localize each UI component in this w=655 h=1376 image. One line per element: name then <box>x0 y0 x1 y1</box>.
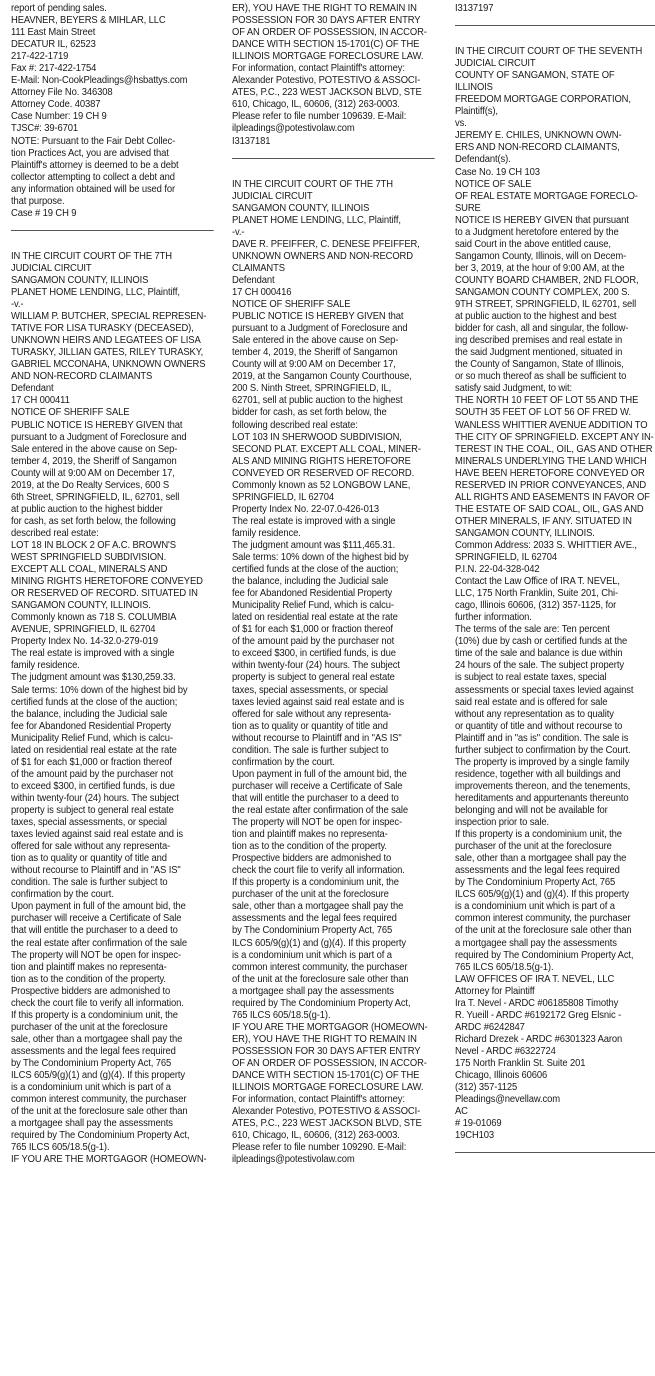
notice-line: 62701, sell at public auction to the highest <box>232 395 403 407</box>
notice-line: any information obtained will be used for <box>11 183 175 195</box>
notice-line: NOTICE OF SALE <box>455 178 532 190</box>
notice-line: said real estate and is offered for sale <box>455 696 608 708</box>
notice-line: COUNTY BOARD CHAMBER, 2ND FLOOR, <box>455 274 639 286</box>
notice-line: If this property is a condominium unit, the <box>11 1009 178 1021</box>
notice-line: If this property is a condominium unit, the <box>455 829 622 841</box>
notice-line: ATES, P.C., 223 WEST JACKSON BLVD, STE <box>232 1118 422 1130</box>
notice-line: 2019, at the Sangamon County Courthouse, <box>232 371 412 383</box>
notice-line: Sale entered in the above cause on Sep- <box>232 335 399 347</box>
notice-line: ERS AND NON-RECORD CLAIMANTS, <box>455 142 620 154</box>
notice-line: ILLINOIS <box>455 82 493 94</box>
notice-line: that purpose. <box>11 195 65 207</box>
notice-line: pursuant to a Judgment of Foreclosure and <box>11 431 187 443</box>
notice-line: SOUTH 35 FEET OF LOT 56 OF FRED W. <box>455 407 631 419</box>
notice-line: THE ESTATE OF SAID COAL, OIL, GAS AND <box>455 503 644 515</box>
column-1 <box>11 3 214 1166</box>
notice-line: offered for sale without any representa- <box>232 708 392 720</box>
notice-line: certified funds at the close of the auction; <box>11 696 178 708</box>
notice-line: tember 4, 2019, the Sheriff of Sangamon <box>11 455 177 467</box>
notice-line: EXCEPT ALL COAL, MINERALS AND <box>11 564 168 576</box>
notice-line: (312) 357-1125 <box>455 1082 518 1094</box>
notice-line: Defendant <box>11 383 54 395</box>
notice-line: that will entitle the purchaser to a deed to <box>11 925 178 937</box>
notice-line: NOTICE IS HEREBY GIVEN that pursuant <box>455 214 629 226</box>
notice-line: HEAVNER, BEYERS & MIHLAR, LLC <box>11 15 166 27</box>
notice-line: PLANET HOME LENDING, LLC, Plaintiff, <box>11 286 180 298</box>
notice-line: Please refer to file number 109290. E-Mail: <box>232 1142 407 1154</box>
notice-line: to exceed $300, in certified funds, is due <box>11 780 175 792</box>
notice-line: PLANET HOME LENDING, LLC, Plaintiff, <box>232 214 401 226</box>
notice-line: Ira T. Nevel - ARDC #06185808 Timothy <box>455 997 619 1009</box>
notice-line: DANCE WITH SECTION 15-1701(C) OF THE <box>232 39 420 51</box>
notice-line: IN THE CIRCUIT COURT OF THE 7TH <box>11 250 173 262</box>
notice-line: Property Index No. 14-32.0-279-019 <box>11 636 158 648</box>
notice-line: OR RESERVED OF RECORD. SITUATED IN <box>11 588 198 600</box>
notice-line: sale, other than a mortgagee shall pay the <box>11 1033 183 1045</box>
notice-line: tion Practices Act, you are advised that <box>11 147 169 159</box>
notice-line: ILCS 605/9(g)(1) and (g)(4). If this property <box>455 889 629 901</box>
notice-line: common interest community, the purchaser <box>455 913 631 925</box>
notice-line: that will entitle the purchaser to a deed to <box>232 792 399 804</box>
notice-line: TEREST IN THE COAL, OIL, GAS AND OTHER <box>455 443 653 455</box>
notice-line: Alexander Potestivo, POTESTIVO & ASSOCI- <box>232 1106 421 1118</box>
notice-line: ILLINOIS MORTGAGE FORECLOSURE LAW. <box>232 1082 424 1094</box>
notice-line: improvements thereon, and the tenements, <box>455 780 631 792</box>
notice-line: cago, Illinois 60606, (312) 357-1125, for <box>455 600 617 612</box>
notice-line: R. Yueill - ARDC #6192172 Greg Elsnic - <box>455 1009 622 1021</box>
notice-line: WEST SPRINGFIELD SUBDIVISION. <box>11 552 167 564</box>
notice-line: JEREMY E. CHILES, UNKNOWN OWN- <box>455 130 622 142</box>
notice-line: AC <box>455 1106 468 1118</box>
notice-line: taxes levied against said real estate and is <box>232 696 405 708</box>
notice-line: SANGAMON COUNTY COMPLEX, 200 S. <box>455 286 630 298</box>
notice-line: common interest community, the purchaser <box>232 961 408 973</box>
notice-line: of the unit at the foreclosure sale other than <box>455 925 632 937</box>
notice-line: Sangamon County, Illinois, will on Decem- <box>455 250 627 262</box>
notice-line: JUDICIAL CIRCUIT <box>11 262 92 274</box>
notice-line: tember 4, 2019, the Sheriff of Sangamon <box>232 347 398 359</box>
notice-line: DAVE R. PFEIFFER, C. DENESE PFEIFFER, <box>232 238 420 250</box>
notice-line: for cash, as set forth below, the following <box>11 515 176 527</box>
notice-line: The real estate is improved with a single <box>232 515 396 527</box>
legal-notice <box>11 3 214 220</box>
notice-line: common interest community, the purchaser <box>11 1094 187 1106</box>
notice-line: P.I.N. 22-04-328-042 <box>455 564 540 576</box>
notice-line: condition. The sale is further subject to <box>11 877 168 889</box>
notice-divider <box>232 158 435 159</box>
notice-line: assessments and the legal fees required <box>455 865 620 877</box>
notice-line: IN THE CIRCUIT COURT OF THE 7TH <box>232 178 394 190</box>
notice-line: to exceed $300, in certified funds, is due <box>232 648 396 660</box>
notice-line: DANCE WITH SECTION 15-1701(C) OF THE <box>232 1070 420 1082</box>
notice-line: within twenty-four (24) hours. The subject <box>232 660 400 672</box>
notice-line: NOTE: Pursuant to the Fair Debt Collec- <box>11 135 176 147</box>
notice-line: of the unit at the foreclosure sale other than <box>11 1106 188 1118</box>
notice-line: a mortgagee shall pay the assessments <box>232 985 394 997</box>
notice-line: a mortgagee shall pay the assessments <box>11 1118 173 1130</box>
notice-line: required by The Condominium Property Act, <box>232 997 411 1009</box>
notice-line: 111 East Main Street <box>11 27 96 39</box>
notice-line: NOTICE OF SHERIFF SALE <box>232 299 351 311</box>
notice-line: bidder for cash, as set forth below, the <box>232 407 387 419</box>
notice-line: ber 3, 2019, at the hour of 9:00 AM, at the <box>455 262 625 274</box>
notice-line: at public auction to the highest and best <box>455 311 617 323</box>
notice-line: 765 ILCS 605/18.5(g-1). <box>232 1009 331 1021</box>
notice-line: tion and plaintiff makes no representa- <box>11 961 167 973</box>
notice-line: THE CITY OF SPRINGFIELD. EXCEPT ANY IN- <box>455 431 654 443</box>
notice-line: report of pending sales. <box>11 3 107 14</box>
notice-line: Commonly known as 718 S. COLUMBIA <box>11 612 177 624</box>
notice-line: LLC, 175 North Franklin, Suite 201, Chi- <box>455 588 619 600</box>
notice-line: OF AN ORDER OF POSSESSION, IN ACCOR- <box>232 1057 427 1069</box>
notice-line: Plaintiff's attorney is deemed to be a debt <box>11 159 179 171</box>
notice-line: Attorney Code. 40387 <box>11 99 101 111</box>
notice-line: at public auction to the highest bidder <box>11 503 163 515</box>
notice-line: PUBLIC NOTICE IS HEREBY GIVEN that <box>232 311 404 323</box>
notice-line: is a condominium unit which is part of a <box>11 1082 171 1094</box>
notice-line: assessments and the legal fees required <box>11 1045 176 1057</box>
notice-line: MINING RIGHTS HERETOFORE CONVEYED <box>11 576 203 588</box>
notice-line: Sale terms: 10% down of the highest bid by <box>11 684 188 696</box>
notice-line: CONVEYED OR RESERVED OF RECORD. <box>232 467 415 479</box>
notice-line: LAW OFFICES OF IRA T. NEVEL, LLC <box>455 973 615 985</box>
notice-line: 610, Chicago, IL, 60606, (312) 263-0003. <box>232 99 400 111</box>
notice-line: ILCS 605/9(g)(1) and (g)(4). If this property <box>11 1070 185 1082</box>
notice-line: -v.- <box>232 226 245 238</box>
notice-line: TURASKY, JILLIAN GATES, RILEY TURASKY, <box>11 347 204 359</box>
notice-line: lated on residential real estate at the rate <box>232 612 398 624</box>
notice-line: ing described premises and real estate in <box>455 335 623 347</box>
notice-line: The property will NOT be open for inspec- <box>232 817 403 829</box>
notice-line: Plaintiff(s), <box>455 106 498 118</box>
notice-line: # 19-01069 <box>455 1118 502 1130</box>
notice-line: purchaser will receive a Certificate of Sale <box>232 780 403 792</box>
notice-line: Contact the Law Office of IRA T. NEVEL, <box>455 576 620 588</box>
notice-line: SANGAMON COUNTY, ILLINOIS. <box>11 600 151 612</box>
notice-line: UNKNOWN HEIRS AND LEGATEES OF LISA <box>11 335 201 347</box>
notice-line: Property Index No. 22-07.0-426-013 <box>232 503 379 515</box>
notice-line: ATES, P.C., 223 WEST JACKSON BLVD, STE <box>232 87 422 99</box>
notice-line: The terms of the sale are: Ten percent <box>455 624 610 636</box>
notice-line: AVENUE, SPRINGFIELD, IL 62704 <box>11 624 156 636</box>
notice-line: residence, together with all buildings and <box>455 768 621 780</box>
notice-line: (10%) due by cash or certified funds at the <box>455 636 628 648</box>
notice-line: IF YOU ARE THE MORTGAGOR (HOMEOWN- <box>232 1021 428 1033</box>
notice-line: bidder for cash, all and singular, the follow- <box>455 323 629 335</box>
notice-line: 200 S. Ninth Street, SPRINGFIELD, IL, <box>232 383 392 395</box>
notice-line: time of the sale and balance is due within <box>455 648 623 660</box>
notice-line: 17 CH 000416 <box>232 286 292 298</box>
notice-line: 6th Street, SPRINGFIELD, IL, 62701, sell <box>11 491 180 503</box>
notice-line: JUDICIAL CIRCUIT <box>232 190 313 202</box>
notice-line: property is subject to general real estate <box>232 672 395 684</box>
notice-line: ALL RIGHTS AND EASEMENTS IN FAVOR OF <box>455 491 650 503</box>
notice-line: required by The Condominium Property Act, <box>455 949 634 961</box>
notice-line: of the amount paid by the purchaser not <box>11 768 174 780</box>
notice-line: ARDC #6242847 <box>455 1021 525 1033</box>
notice-divider <box>455 1152 655 1153</box>
notice-line: of the unit at the foreclosure sale other than <box>232 973 409 985</box>
notice-line: offered for sale without any representa- <box>11 841 171 853</box>
notice-line: OTHER MINERALS, IF ANY. SITUATED IN <box>455 515 632 527</box>
notice-line: the balance, including the Judicial sale <box>11 708 168 720</box>
notice-line: confirmation by the court. <box>232 756 335 768</box>
notice-line: IN THE CIRCUIT COURT OF THE SEVENTH <box>455 46 643 58</box>
notice-line: Plaintiff and in "as is" condition. The sale is <box>455 732 629 744</box>
notice-line: is a condominium unit which is part of a <box>232 949 392 961</box>
notice-line: 19CH103 <box>455 1130 495 1142</box>
notice-line: collector attempting to collect a debt and <box>11 171 175 183</box>
notice-line: Pleadings@nevellaw.com <box>455 1094 560 1106</box>
notice-line: Chicago, Illinois 60606 <box>455 1070 548 1082</box>
notice-line: For information, contact Plaintiff's attorney: <box>232 63 405 75</box>
notice-line: Attorney for Plaintiff <box>455 985 535 997</box>
notice-line: is subject to real estate taxes, special <box>455 672 607 684</box>
notice-line: Upon payment in full of the amount bid, the <box>11 901 186 913</box>
notice-line: NOTICE OF SHERIFF SALE <box>11 407 130 419</box>
legal-notice <box>455 46 655 1142</box>
legal-notice <box>232 3 435 148</box>
notice-line: IF YOU ARE THE MORTGAGOR (HOMEOWN- <box>11 1154 207 1166</box>
notice-line: Richard Drezek - ARDC #6301323 Aaron <box>455 1033 623 1045</box>
notice-line: Fax #: 217-422-1754 <box>11 63 97 75</box>
notice-line: tion as to quality or quantity of title and <box>232 720 388 732</box>
notice-line: within twenty-four (24) hours. The subject <box>11 792 179 804</box>
notice-line: ER), YOU HAVE THE RIGHT TO REMAIN IN <box>232 3 417 14</box>
notice-line: The property is improved by a single family <box>455 756 630 768</box>
notice-line: Attorney File No. 346308 <box>11 87 113 99</box>
notice-line: AND NON-RECORD CLAIMANTS <box>11 371 153 383</box>
notice-line: OF AN ORDER OF POSSESSION, IN ACCOR- <box>232 27 427 39</box>
notice-line: taxes, special assessments, or special <box>232 684 388 696</box>
notice-divider <box>455 25 655 26</box>
notice-line: is a condominium unit which is part of a <box>455 901 615 913</box>
notice-line: 610, Chicago, IL, 60606, (312) 263-0003. <box>232 1130 400 1142</box>
notice-line: MINERALS UNDERLYING THE LAND WHICH <box>455 455 647 467</box>
notice-line: -v.- <box>11 299 24 311</box>
notice-line: ILLINOIS MORTGAGE FORECLOSURE LAW. <box>232 51 424 63</box>
notice-line: CLAIMANTS <box>232 262 285 274</box>
notice-line: Nevel - ARDC #6322724 <box>455 1045 556 1057</box>
notice-line: SPRINGFIELD, IL 62704 <box>232 491 334 503</box>
notice-line: The property will NOT be open for inspec- <box>11 949 182 961</box>
notice-line: further subject to confirmation by the Court. <box>455 744 631 756</box>
notice-line: vs. <box>455 118 467 130</box>
notice-line: FREEDOM MORTGAGE CORPORATION, <box>455 94 631 106</box>
notice-line: 9TH STREET, SPRINGFIELD, IL 62701, sell <box>455 299 637 311</box>
notice-line: a mortgagee shall pay the assessments <box>455 937 617 949</box>
notice-line: ER), YOU HAVE THE RIGHT TO REMAIN IN <box>232 1033 417 1045</box>
notice-line: condition. The sale is further subject to <box>232 744 389 756</box>
notice-line: 175 North Franklin St. Suite 201 <box>455 1057 586 1069</box>
notice-line: tion as to quality or quantity of title and <box>11 853 167 865</box>
notice-line: PUBLIC NOTICE IS HEREBY GIVEN that <box>11 419 183 431</box>
notice-line: Defendant(s). <box>455 154 511 166</box>
notice-line: Case No. 19 CH 103 <box>455 166 540 178</box>
notice-line: Defendant <box>232 274 275 286</box>
notice-line: said Court in the above entitled cause, <box>455 238 611 250</box>
notice-line: required by The Condominium Property Act, <box>11 1130 190 1142</box>
notice-line: family residence. <box>11 660 80 672</box>
notice-line: The judgment amount was $111,465.31. <box>232 539 396 551</box>
notice-line: THE NORTH 10 FEET OF LOT 55 AND THE <box>455 395 639 407</box>
notice-line: If this property is a condominium unit, the <box>232 877 399 889</box>
notice-line: of $1 for each $1,000 or fraction thereof <box>11 756 172 768</box>
notice-line: the real estate after confirmation of the sale <box>232 805 408 816</box>
legal-notice <box>11 251 214 1167</box>
notice-line: assessments or special taxes levied against <box>455 684 634 696</box>
notice-line: 2019, at the Do Realty Services, 600 S <box>11 479 170 491</box>
notice-line: tion as to the condition of the property. <box>232 841 387 853</box>
notice-line: without recourse to Plaintiff and in "AS IS" <box>232 732 402 744</box>
notice-line: purchaser of the unit at the foreclosure <box>455 841 612 853</box>
notice-line: COUNTY OF SANGAMON, STATE OF <box>455 70 615 82</box>
notice-line: belonging and will not be available for <box>455 805 608 816</box>
notice-line: OF REAL ESTATE MORTGAGE FORECLO- <box>455 190 638 202</box>
notice-line: further information. <box>455 612 532 624</box>
notice-line: SURE <box>455 202 481 214</box>
notice-line: DECATUR IL, 62523 <box>11 39 96 51</box>
notice-line: Case Number: 19 CH 9 <box>11 111 107 123</box>
notice-line: SANGAMON COUNTY, ILLINOIS <box>11 274 149 286</box>
notice-line: ilpleadings@potestivolaw.com <box>232 1154 355 1166</box>
notice-line: WANLESS WHITTIER AVENUE ADDITION TO <box>455 419 648 431</box>
notice-line: the balance, including the Judicial sale <box>232 576 389 588</box>
notice-line: TJSC#: 39-6701 <box>11 123 79 135</box>
notice-line: 765 ILCS 605/18.5(g-1). <box>455 961 554 973</box>
notice-line: LOT 18 IN BLOCK 2 OF A.C. BROWN'S <box>11 539 176 551</box>
notice-line: by The Condominium Property Act, 765 <box>11 1057 172 1069</box>
notice-line: fee for Abandoned Residential Property <box>232 588 393 600</box>
notice-line: without recourse to Plaintiff and in "AS IS" <box>11 865 181 877</box>
notice-line: by The Condominium Property Act, 765 <box>455 877 616 889</box>
column-3 <box>455 3 655 1173</box>
legal-notice <box>232 179 435 1167</box>
notice-line: I3137197 <box>455 3 494 14</box>
notice-line: Upon payment in full of the amount bid, the <box>232 768 407 780</box>
notice-line: GABRIEL MCCONAHA, UNKNOWN OWNERS <box>11 359 206 371</box>
notice-line: to a Judgment heretofore entered by the <box>455 226 619 238</box>
notice-line: Municipality Relief Fund, which is calcu- <box>232 600 394 612</box>
notice-line: or so much thereof as shall be sufficient to <box>455 371 627 383</box>
notice-line: SPRINGFIELD, IL 62704 <box>455 552 557 564</box>
notice-line: Municipality Relief Fund, which is calcu- <box>11 732 173 744</box>
notice-line: Prospective bidders are admonished to <box>11 985 171 997</box>
notice-divider <box>11 230 214 231</box>
notice-line: the said Judgment mentioned, situated in <box>455 347 623 359</box>
notice-line: County will at 9:00 AM on December 17, <box>11 467 175 479</box>
notice-line: 17 CH 000411 <box>11 395 70 407</box>
notice-line: 24 hours of the sale. The subject property <box>455 660 624 672</box>
notice-line: UNKNOWN OWNERS AND NON-RECORD <box>232 250 413 262</box>
notice-line: Sale entered in the above cause on Sep- <box>11 443 178 455</box>
notice-line: 765 ILCS 605/18.5(g-1). <box>11 1142 110 1154</box>
notice-line: purchaser of the unit at the foreclosure <box>11 1021 168 1033</box>
notice-line: ILCS 605/9(g)(1) and (g)(4). If this property <box>232 937 406 949</box>
notice-line: WILLIAM P. BUTCHER, SPECIAL REPRESEN- <box>11 311 207 323</box>
notice-line: satisfy said Judgment, to wit: <box>455 383 573 395</box>
legal-notice <box>455 3 655 15</box>
notice-line: family residence. <box>232 527 301 539</box>
notice-line: tion as to the condition of the property. <box>11 973 166 985</box>
notice-line: ilpleadings@potestivolaw.com <box>232 123 355 135</box>
notice-line: lated on residential real estate at the rate <box>11 744 177 756</box>
notice-line: pursuant to a Judgment of Foreclosure and <box>232 323 408 335</box>
notice-line: described real estate: <box>11 527 99 539</box>
notice-line: hereditaments and appurtenants thereunto <box>455 792 629 804</box>
column-2 <box>232 3 435 1166</box>
notice-line: Commonly known as 52 LONGBOW LANE, <box>232 479 411 491</box>
notice-line: 217-422-1719 <box>11 51 69 63</box>
notice-line: without any representation as to quality <box>455 708 614 720</box>
notice-line: RESERVED IN PRIOR CONVEYANCES, AND <box>455 479 647 491</box>
notice-line: Sale terms: 10% down of the highest bid by <box>232 552 409 564</box>
notice-line: by The Condominium Property Act, 765 <box>232 925 393 937</box>
notice-line: Case # 19 CH 9 <box>11 207 77 219</box>
notice-line: of the amount paid by the purchaser not <box>232 636 395 648</box>
notice-line: fee for Abandoned Residential Property <box>11 720 172 732</box>
notice-line: Alexander Potestivo, POTESTIVO & ASSOCI- <box>232 75 421 87</box>
notice-line: inspection prior to sale. <box>455 817 550 829</box>
notice-line: TATIVE FOR LISA TURASKY (DECEASED), <box>11 323 194 335</box>
notice-line: the real estate after confirmation of the sale <box>11 937 187 949</box>
notice-line: SANGAMON COUNTY, ILLINOIS. <box>455 527 595 539</box>
notice-line: The judgment amount was $130,259.33. <box>11 672 176 684</box>
notice-line: tion and plaintiff makes no representa- <box>232 829 388 841</box>
notice-line: confirmation by the court. <box>11 889 114 901</box>
notice-line: following described real estate: <box>232 419 358 431</box>
notice-line: ALS AND MINING RIGHTS HERETOFORE <box>232 455 411 467</box>
notice-line: sale, other than a mortgagee shall pay the <box>232 901 404 913</box>
notice-line: sale, other than a mortgagee shall pay the <box>455 853 627 865</box>
notice-line: POSSESSION FOR 30 DAYS AFTER ENTRY <box>232 1045 421 1057</box>
notice-line: purchaser will receive a Certificate of Sale <box>11 913 182 925</box>
notice-line: check the court file to verify all information. <box>11 997 184 1009</box>
notice-line: I3137181 <box>232 135 271 147</box>
notice-line: assessments and the legal fees required <box>232 913 397 925</box>
notice-line: taxes, special assessments, or special <box>11 817 167 829</box>
notice-line: certified funds at the close of the auction; <box>232 564 399 576</box>
notice-line: HAVE BEEN HERETOFORE CONVEYED OR <box>455 467 645 479</box>
notice-line: property is subject to general real estate <box>11 805 174 816</box>
notice-line: taxes levied against said real estate and is <box>11 829 184 841</box>
notice-line: For information, contact Plaintiff's attorney: <box>232 1094 405 1106</box>
notice-line: Common Address: 2033 S. WHITTIER AVE., <box>455 539 637 551</box>
notice-line: Prospective bidders are admonished to <box>232 853 392 865</box>
notice-line: check the court file to verify all information. <box>232 865 405 877</box>
notice-line: E-Mail: Non-CookPleadings@hsbattys.com <box>11 75 188 87</box>
notice-line: of $1 for each $1,000 or fraction thereof <box>232 624 393 636</box>
notice-line: purchaser of the unit at the foreclosure <box>232 889 389 901</box>
notice-line: Please refer to file number 109639. E-Mail: <box>232 111 407 123</box>
notice-line: the County of Sangamon, State of Illinois, <box>455 359 624 371</box>
notice-line: LOT 103 IN SHERWOOD SUBDIVISION, <box>232 431 402 443</box>
notice-line: The real estate is improved with a single <box>11 648 175 660</box>
notice-line: or quantity of title and without recourse to <box>455 720 623 732</box>
notice-line: SECOND PLAT. EXCEPT ALL COAL, MINER- <box>232 443 421 455</box>
notice-line: JUDICIAL CIRCUIT <box>455 58 536 70</box>
notice-line: POSSESSION FOR 30 DAYS AFTER ENTRY <box>232 15 421 27</box>
notice-line: SANGAMON COUNTY, ILLINOIS <box>232 202 370 214</box>
notice-line: County will at 9:00 AM on December 17, <box>232 359 396 371</box>
